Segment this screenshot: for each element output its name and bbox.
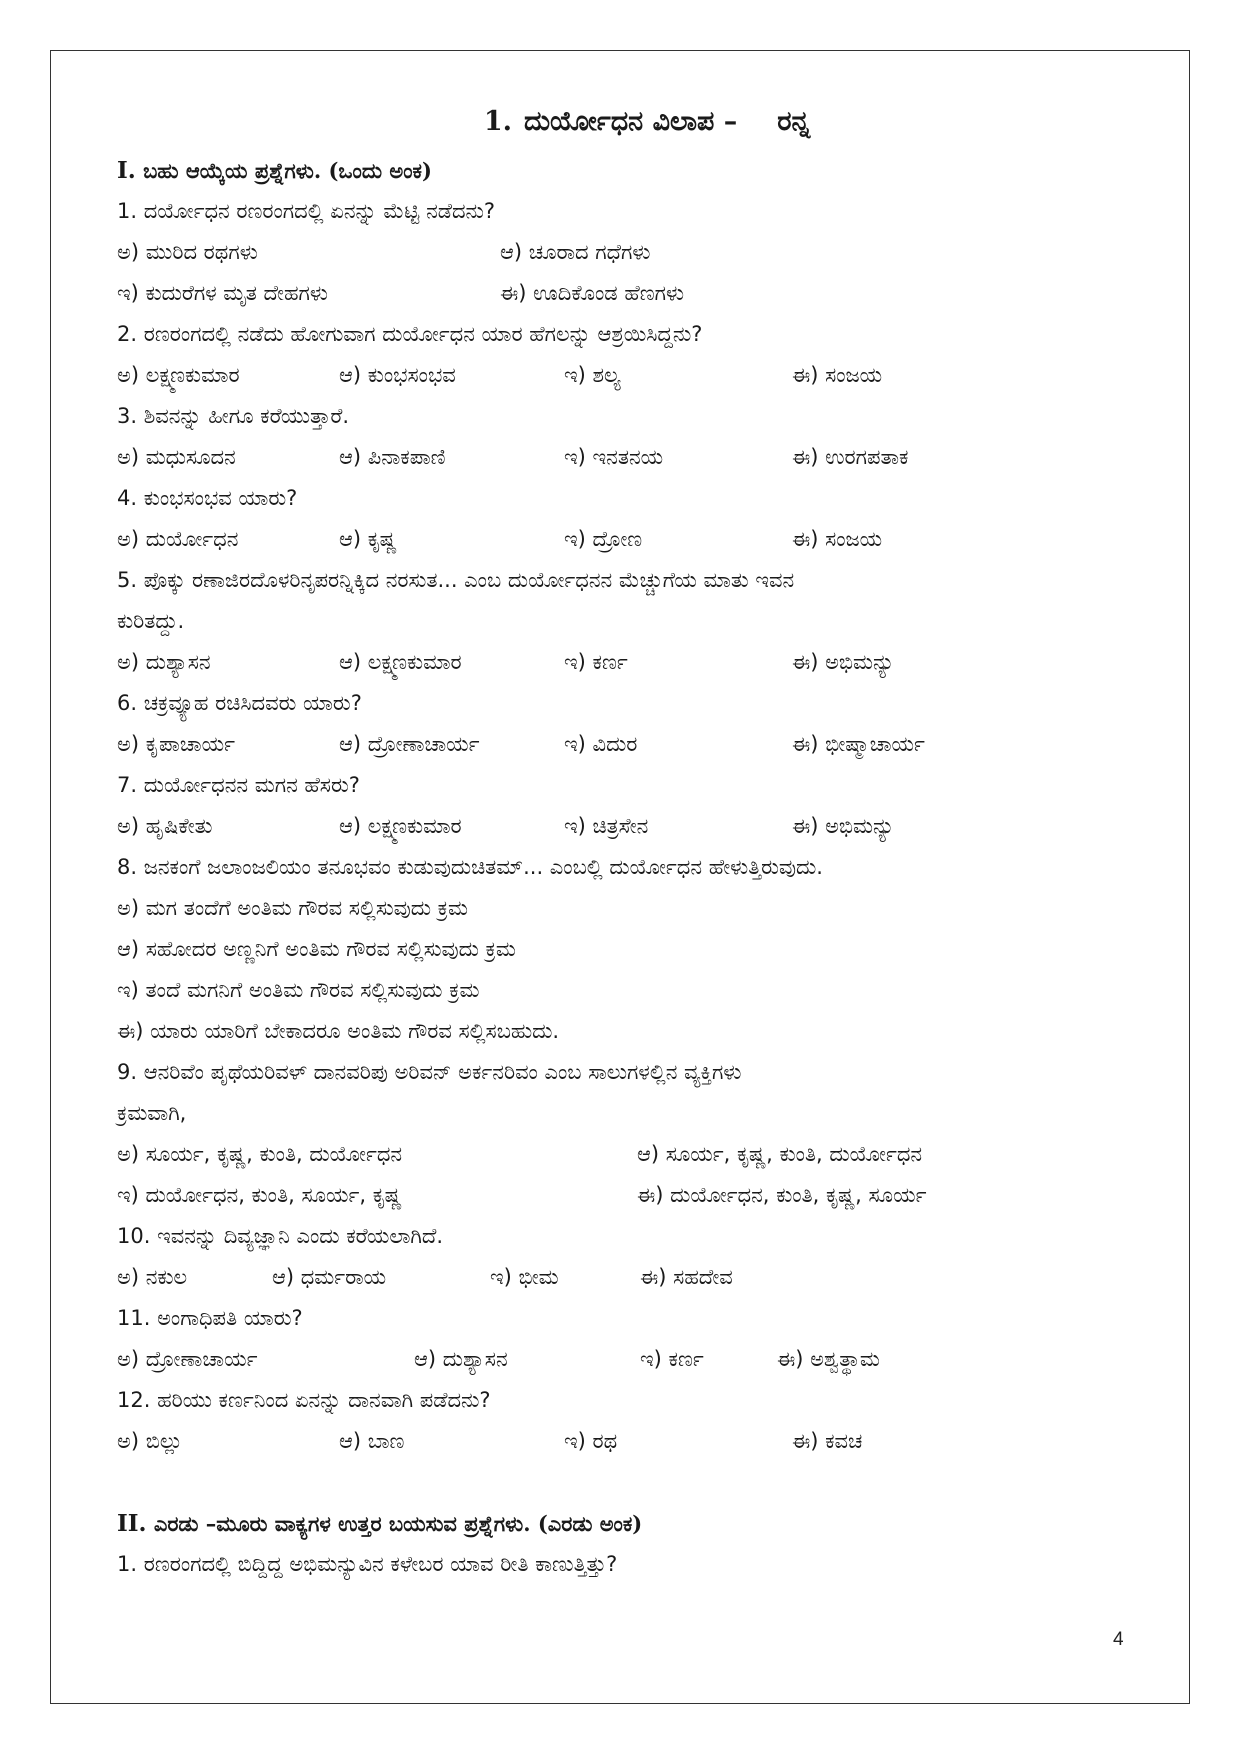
question-9-options bbox=[117, 1134, 1117, 1175]
option: ಅ) ಕೃಪಾಚಾರ್ಯ bbox=[117, 732, 235, 756]
option: ಈ) ಕವಚ bbox=[792, 1429, 863, 1453]
question-1-options-2 bbox=[117, 273, 1117, 314]
option: ಆ) ಲಕ್ಷ್ಮಣಕುಮಾರ bbox=[339, 814, 462, 838]
option: ಇ) ರಥ bbox=[564, 1429, 618, 1453]
question-6: 6. ಚಕ್ರವ್ಯೂಹ ರಚಿಸಿದವರು ಯಾರು? bbox=[117, 691, 362, 715]
option: ಈ) ಅಭಿಮನ್ಯು bbox=[792, 650, 895, 674]
section-1-heading bbox=[117, 150, 1117, 191]
question-1-options bbox=[117, 232, 1117, 273]
lesson-title: ದುರ್ಯೋಧನ ವಿಲಾಪ – bbox=[524, 106, 738, 137]
option: ಅ) ದ್ರೋಣಾಚಾರ್ಯ bbox=[117, 1347, 258, 1371]
option: ಇ) ಕರ್ಣ bbox=[564, 650, 628, 674]
question-8: 8. ಜನಕಂಗೆ ಜಲಾಂಜಲಿಯಂ ತನೂಭವಂ ಕುಡುವುದುಚಿತಮ್... ಎಂಬಲ್ಲಿ ದುರ್ಯೋಧನ ಹೇಳುತ್ತಿರುವುದು. bbox=[117, 855, 823, 879]
question-9: 9. ಆನರಿವೆಂ ಪೃಥೆಯರಿವಳ್ ದಾನವರಿಪು ಅರಿವನ್ ಅರ್ಕನರಿವಂ ಎಂಬ ಸಾಲುಗಳಲ್ಲಿನ ವ್ಯಕ್ತಿಗಳು bbox=[117, 1060, 742, 1084]
question-5: 5. ಪೊಕ್ಕು ರಣಾಜಿರದೊಳರಿನೃಪರನ್ನಿಕ್ಕಿದ ನರಸುತ... ಎಂಬ ದುರ್ಯೋಧನನ ಮೆಚ್ಚುಗೆಯ ಮಾತು ಇವನ bbox=[117, 568, 795, 592]
option: ಅ) ನಕುಲ bbox=[117, 1265, 188, 1289]
option: ಇ) ಶಲ್ಯ bbox=[564, 363, 621, 387]
question-12: 12. ಹರಿಯು ಕರ್ಣನಿಂದ ಏನನ್ನು ದಾನವಾಗಿ ಪಡೆದನು? bbox=[117, 1388, 491, 1412]
lesson-author: ರನ್ನ bbox=[777, 106, 811, 137]
option: ಇ) ವಿದುರ bbox=[564, 732, 638, 756]
question-5-options bbox=[117, 642, 1117, 683]
option: ಇ) ಇನತನಯ bbox=[564, 445, 664, 469]
page-number: 4 bbox=[1113, 1629, 1124, 1650]
option: ಆ) ದ್ರೋಣಾಚಾರ್ಯ bbox=[339, 732, 480, 756]
option: ಅ) ಮಗ ತಂದೆಗೆ ಅಂತಿಮ ಗೌರವ ಸಲ್ಲಿಸುವುದು ಕ್ರಮ bbox=[117, 896, 468, 920]
option: ಆ) ಬಾಣ bbox=[339, 1429, 405, 1453]
question-7: 7. ದುರ್ಯೋಧನನ ಮಗನ ಹೆಸರು? bbox=[117, 773, 360, 797]
option: ಈ) ಸಂಜಯ bbox=[792, 527, 883, 551]
question-12-options bbox=[117, 1421, 1117, 1462]
section-2-title: ಎರಡು –ಮೂರು ವಾಕ್ಯಗಳ ಉತ್ತರ ಬಯಸುವ ಪ್ರಶ್ನೆಗಳು. (ಎರಡು ಅಂಕ) bbox=[153, 1511, 643, 1536]
option: ಆ) ಕೃಷ್ಣ bbox=[339, 527, 397, 551]
option: ಅ) ದುರ್ಯೋಧನ bbox=[117, 527, 239, 551]
option: ಇ) ಕುದುರೆಗಳ ಮೃತ ದೇಹಗಳು bbox=[117, 281, 328, 305]
question-3: 3. ಶಿವನನ್ನು ಹೀಗೂ ಕರೆಯುತ್ತಾರೆ. bbox=[117, 404, 349, 428]
question-2-options bbox=[117, 355, 1117, 396]
question-5-continued: ಕುರಿತದ್ದು. bbox=[117, 609, 185, 633]
option: ಅ) ಮುರಿದ ರಥಗಳು bbox=[117, 240, 258, 264]
option: ಅ) ಸೂರ್ಯ, ಕೃಷ್ಣ, ಕುಂತಿ, ದುರ್ಯೋಧನ bbox=[117, 1142, 403, 1166]
section-1-roman: I. bbox=[117, 157, 136, 184]
option: ಆ) ಸಹೋದರ ಅಣ್ಣನಿಗೆ ಅಂತಿಮ ಗೌರವ ಸಲ್ಲಿಸುವುದು ಕ್ರಮ bbox=[117, 937, 516, 961]
question-6-options bbox=[117, 724, 1117, 765]
option: ಅ) ಹೃಷಿಕೇತು bbox=[117, 814, 213, 838]
section-1-title: ಬಹು ಆಯ್ಕೆಯ ಪ್ರಶ್ನೆಗಳು. (ಒಂದು ಅಂಕ) bbox=[143, 158, 432, 183]
option: ಅ) ದುಶ್ಯಾಸನ bbox=[117, 650, 211, 674]
option: ಈ) ಅಭಿಮನ್ಯು bbox=[792, 814, 895, 838]
option: ಇ) ತಂದೆ ಮಗನಿಗೆ ಅಂತಿಮ ಗೌರವ ಸಲ್ಲಿಸುವುದು ಕ್ರಮ bbox=[117, 978, 480, 1002]
section-2-roman: II. bbox=[117, 1510, 147, 1537]
question-11-options bbox=[117, 1339, 1117, 1380]
page-title bbox=[117, 96, 1117, 148]
question-10-options bbox=[117, 1257, 1117, 1298]
question-9-options-2 bbox=[117, 1175, 1117, 1216]
question-7-options bbox=[117, 806, 1117, 847]
option: ಅ) ಮಧುಸೂದನ bbox=[117, 445, 236, 469]
section-2-question-1: 1. ರಣರಂಗದಲ್ಲಿ ಬಿದ್ದಿದ್ದ ಅಭಿಮನ್ಯುವಿನ ಕಳೇಬರ ಯಾವ ರೀತಿ ಕಾಣುತ್ತಿತ್ತು? bbox=[117, 1552, 618, 1576]
option: ಇ) ದ್ರೋಣ bbox=[564, 527, 643, 551]
section-spacer bbox=[117, 1462, 1117, 1503]
option: ಆ) ಧರ್ಮರಾಯ bbox=[272, 1265, 387, 1289]
question-2: 2. ರಣರಂಗದಲ್ಲಿ ನಡೆದು ಹೋಗುವಾಗ ದುರ್ಯೋಧನ ಯಾರ ಹೆಗಲನ್ನು ಆಶ್ರಯಿಸಿದ್ದನು? bbox=[117, 322, 703, 346]
option: ಈ) ಸಂಜಯ bbox=[792, 363, 883, 387]
section-2-heading bbox=[117, 1503, 1117, 1544]
option: ಈ) ಸಹದೇವ bbox=[640, 1265, 733, 1289]
option: ಆ) ಪಿನಾಕಪಾಣಿ bbox=[339, 445, 446, 469]
option: ಈ) ಭೀಷ್ಮಾಚಾರ್ಯ bbox=[792, 732, 925, 756]
option: ಈ) ದುರ್ಯೋಧನ, ಕುಂತಿ, ಕೃಷ್ಣ, ಸೂರ್ಯ bbox=[637, 1183, 927, 1207]
option: ಇ) ದುರ್ಯೋಧನ, ಕುಂತಿ, ಸೂರ್ಯ, ಕೃಷ್ಣ bbox=[117, 1183, 402, 1207]
option: ಈ) ಊದಿಕೊಂಡ ಹೆಣಗಳು bbox=[500, 281, 685, 305]
question-3-options bbox=[117, 437, 1117, 478]
question-10: 10. ಇವನನ್ನು ದಿವ್ಯಜ್ಞಾನಿ ಎಂದು ಕರೆಯಲಾಗಿದೆ. bbox=[117, 1224, 443, 1248]
option: ಅ) ಲಕ್ಷ್ಮಣಕುಮಾರ bbox=[117, 363, 240, 387]
question-11: 11. ಅಂಗಾಧಿಪತಿ ಯಾರು? bbox=[117, 1306, 303, 1330]
option: ಆ) ಲಕ್ಷ್ಮಣಕುಮಾರ bbox=[339, 650, 462, 674]
option: ಆ) ಚೂರಾದ ಗಧೆಗಳು bbox=[500, 240, 651, 264]
option: ಇ) ಚಿತ್ರಸೇನ bbox=[564, 814, 649, 838]
option: ಆ) ಸೂರ್ಯ, ಕೃಷ್ಣ, ಕುಂತಿ, ದುರ್ಯೋಧನ bbox=[637, 1142, 923, 1166]
option: ಈ) ಯಾರು ಯಾರಿಗೆ ಬೇಕಾದರೂ ಅಂತಿಮ ಗೌರವ ಸಲ್ಲಿಸಬಹುದು. bbox=[117, 1019, 560, 1043]
lesson-number: 1. bbox=[483, 106, 513, 137]
option: ಆ) ಕುಂಭಸಂಭವ bbox=[339, 363, 456, 387]
question-4: 4. ಕುಂಭಸಂಭವ ಯಾರು? bbox=[117, 486, 298, 510]
option: ಆ) ದುಶ್ಯಾಸನ bbox=[414, 1347, 508, 1371]
option: ಇ) ಭೀಮ bbox=[490, 1265, 559, 1289]
question-9-continued: ಕ್ರಮವಾಗಿ, bbox=[117, 1101, 187, 1125]
option: ಇ) ಕರ್ಣ bbox=[640, 1347, 704, 1371]
document-body bbox=[117, 96, 1117, 1585]
option: ಈ) ಉರಗಪತಾಕ bbox=[792, 445, 909, 469]
question-4-options bbox=[117, 519, 1117, 560]
option: ಈ) ಅಶ್ವತ್ಥಾಮ bbox=[777, 1347, 880, 1371]
question-1: 1. ದರ್ಯೋಧನ ರಣರಂಗದಲ್ಲಿ ಏನನ್ನು ಮೆಟ್ಟಿ ನಡೆದನು? bbox=[117, 199, 496, 223]
option: ಅ) ಬಿಲ್ಲು bbox=[117, 1429, 183, 1453]
